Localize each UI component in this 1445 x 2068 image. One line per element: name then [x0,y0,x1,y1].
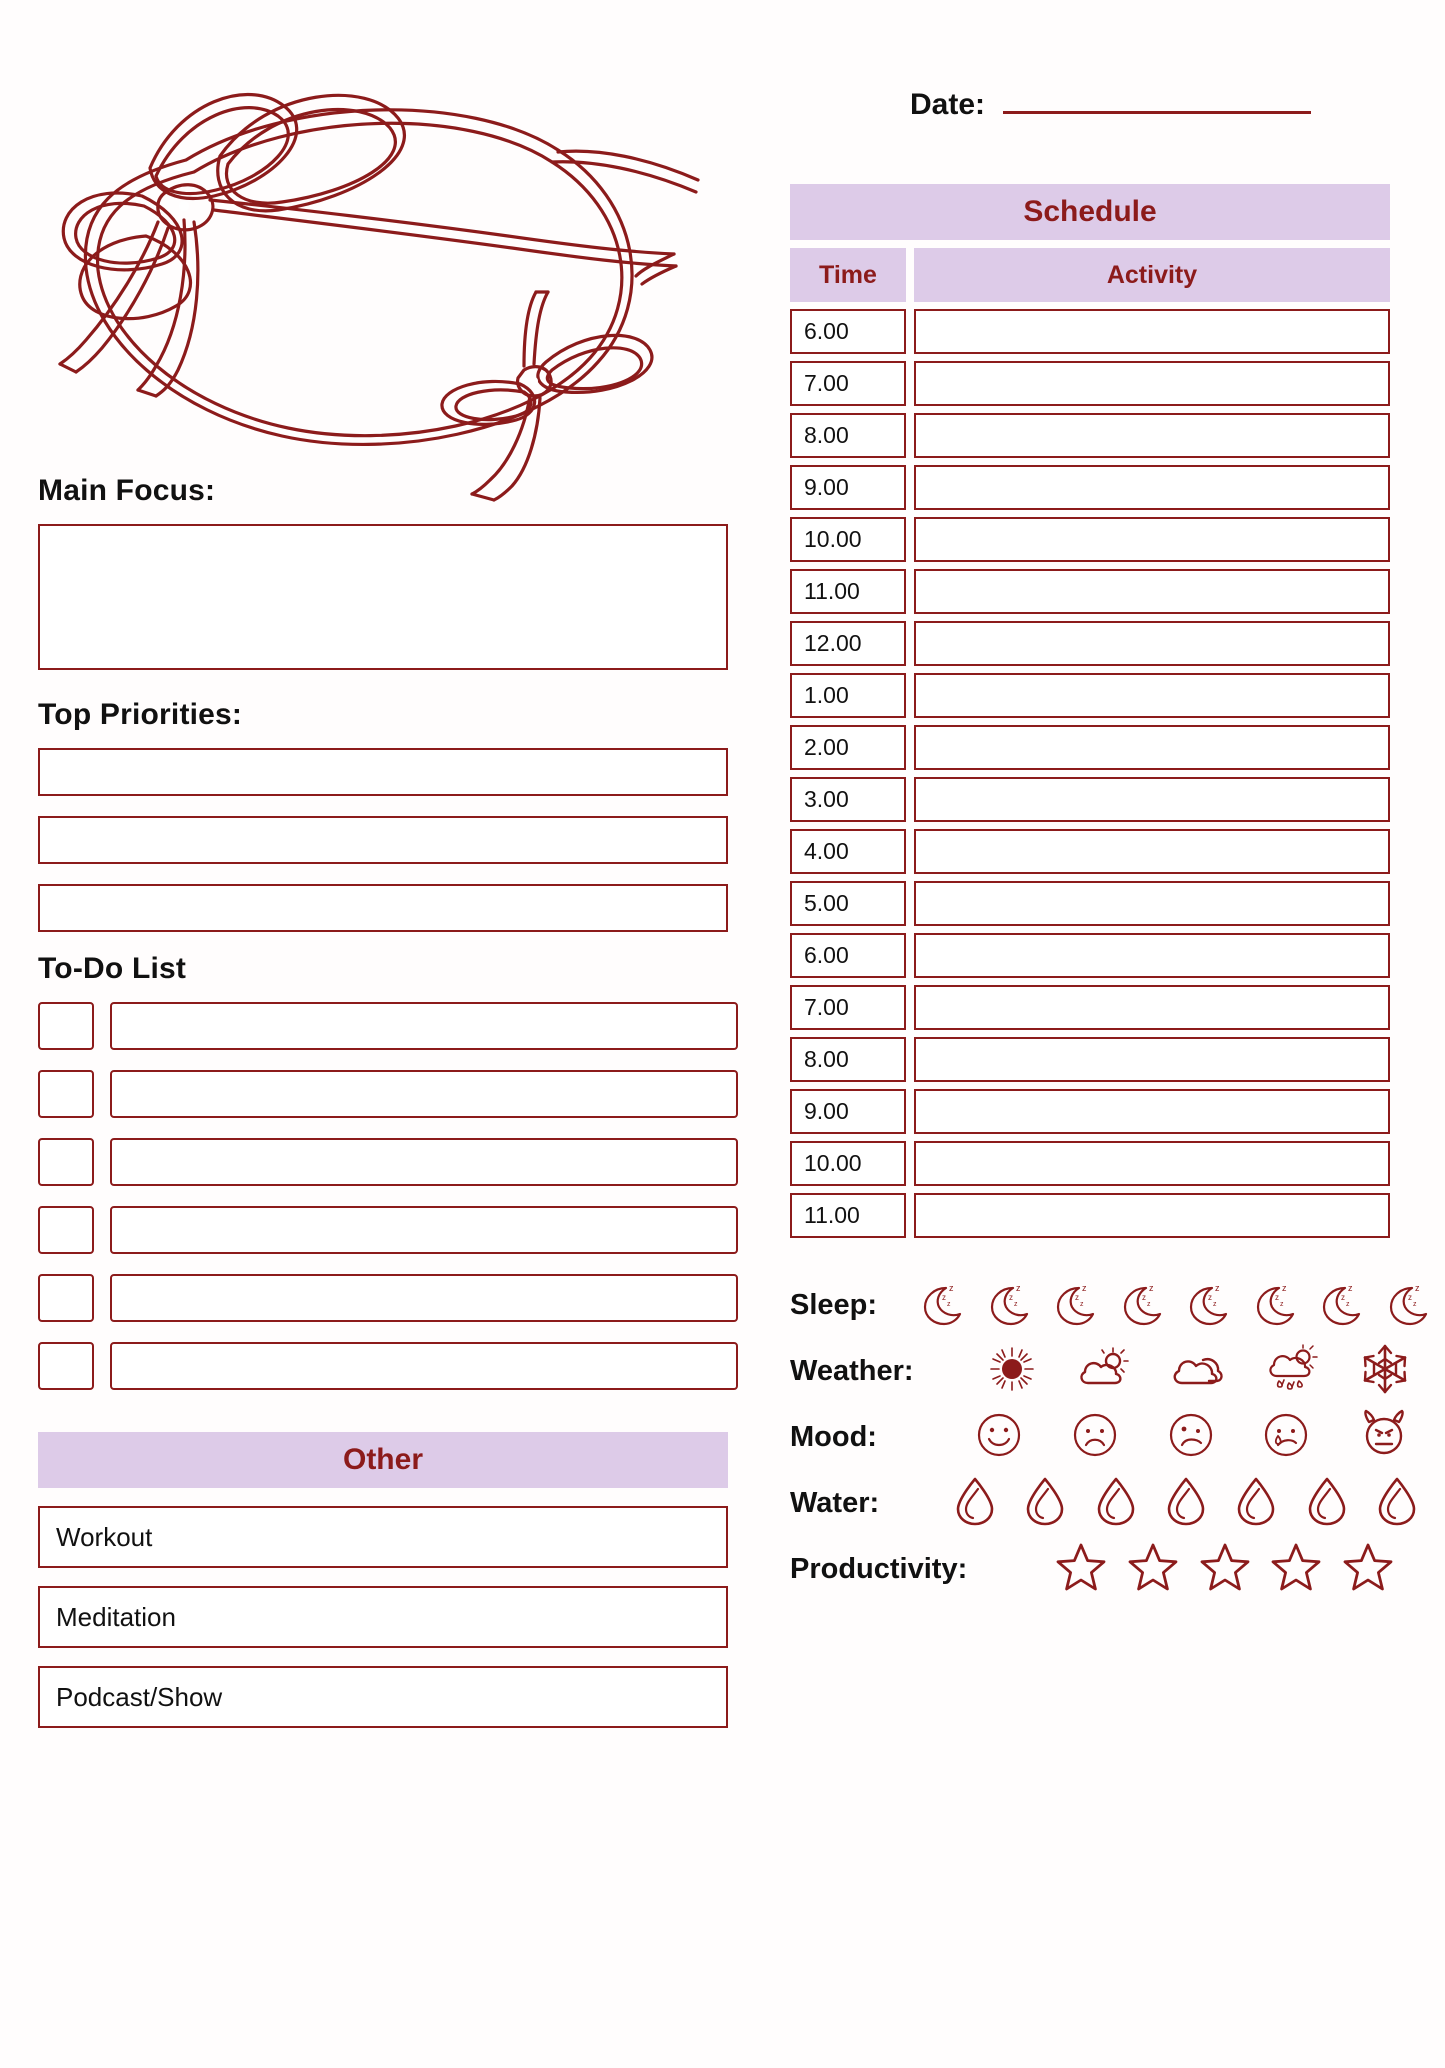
schedule-header-row [790,248,1390,302]
star-outline-icon[interactable] [1342,1541,1394,1598]
schedule-activity-input[interactable] [914,1141,1390,1186]
crescent-moon-zzz-icon[interactable] [1116,1279,1164,1332]
schedule-activity-input[interactable] [914,1089,1390,1134]
svg-text:z: z [1008,1292,1013,1302]
schedule-row [790,1037,1390,1082]
schedule-row [790,621,1390,666]
svg-text:z: z [1082,1282,1087,1293]
partly-cloudy-icon[interactable] [1076,1343,1132,1400]
todo-input[interactable] [110,1206,738,1254]
schedule-time-cell: 1.00 [790,673,906,718]
svg-text:z: z [1208,1292,1213,1302]
svg-text:z: z [1215,1282,1220,1293]
water-drop-icon[interactable] [1304,1475,1350,1532]
schedule-row [790,933,1390,978]
schedule-activity-input[interactable] [914,569,1390,614]
schedule-activity-input[interactable] [914,517,1390,562]
svg-text:z: z [942,1292,946,1302]
schedule-row [790,413,1390,458]
svg-text:z: z [1412,1300,1417,1308]
face-angry-devil-icon[interactable] [1356,1407,1412,1468]
schedule-time-cell: 10.00 [790,517,906,562]
svg-text:z: z [1013,1300,1018,1308]
priority-input-3[interactable] [38,884,728,932]
crescent-moon-zzz-icon[interactable] [1315,1279,1363,1332]
other-item-label: Meditation [56,1601,176,1632]
todo-checkbox[interactable] [38,1342,94,1390]
crescent-moon-zzz-icon[interactable] [916,1279,964,1332]
cloudy-icon[interactable] [1169,1343,1227,1400]
weather-tracker-row [790,1338,1430,1404]
todo-row [38,1138,738,1186]
crescent-moon-zzz-icon[interactable] [1249,1279,1297,1332]
schedule-activity-input[interactable] [914,1193,1390,1238]
schedule-time-cell: 2.00 [790,725,906,770]
productivity-label: Productivity: [790,1552,968,1585]
crescent-moon-zzz-icon[interactable] [1049,1279,1097,1332]
star-outline-icon[interactable] [1127,1541,1179,1598]
crescent-moon-zzz-icon[interactable] [1182,1279,1230,1332]
face-sad-icon[interactable] [1069,1409,1121,1466]
schedule-row [790,361,1390,406]
priority-input-2[interactable] [38,816,728,864]
schedule-row [790,465,1390,510]
schedule-time-cell: 12.00 [790,621,906,666]
face-crying-icon[interactable] [1260,1409,1312,1466]
other-item-label: Workout [56,1521,153,1552]
todo-row [38,1206,738,1254]
star-outline-icon[interactable] [1270,1541,1322,1598]
face-frown-icon[interactable] [1165,1409,1217,1466]
top-priorities-section [38,698,738,932]
rain-cloud-sun-icon[interactable] [1265,1341,1321,1402]
water-icon-list [930,1475,1430,1532]
todo-checkbox[interactable] [38,1138,94,1186]
right-column [790,88,1420,1602]
svg-text:z: z [1414,1282,1420,1293]
schedule-row [790,985,1390,1030]
schedule-time-cell: 11.00 [790,569,906,614]
schedule-activity-input[interactable] [914,673,1390,718]
schedule-row [790,1193,1390,1238]
schedule-row [790,517,1390,562]
svg-text:z: z [947,1300,951,1308]
schedule-activity-input[interactable] [914,361,1390,406]
svg-text:z: z [1141,1292,1146,1302]
schedule-row [790,673,1390,718]
svg-text:z: z [949,1282,954,1293]
schedule-col-activity-header: Activity [914,248,1390,302]
main-focus-input[interactable] [38,524,728,670]
schedule-activity-input[interactable] [914,725,1390,770]
schedule-col-time-header: Time [790,248,906,302]
schedule-activity-input[interactable] [914,829,1390,874]
svg-text:z: z [1346,1300,1350,1308]
svg-text:z: z [1080,1300,1084,1308]
water-drop-icon[interactable] [1374,1475,1420,1532]
todo-input[interactable] [110,1070,738,1118]
sun-icon[interactable] [986,1343,1038,1400]
other-banner [38,1432,728,1488]
todo-checkbox[interactable] [38,1002,94,1050]
todo-checkbox[interactable] [38,1274,94,1322]
schedule-activity-input[interactable] [914,985,1390,1030]
schedule-title: Schedule [1023,195,1157,228]
water-drop-icon[interactable] [1233,1475,1279,1532]
schedule-time-cell: 10.00 [790,1141,906,1186]
todo-section [38,952,738,1390]
svg-text:z: z [1213,1300,1217,1308]
schedule-row [790,1089,1390,1134]
other-item-workout[interactable] [38,1506,728,1568]
schedule-time-cell: 9.00 [790,1089,906,1134]
schedule-title-bar [790,184,1390,240]
mood-icon-list [925,1407,1430,1468]
todo-row [38,1002,738,1050]
schedule-row [790,1141,1390,1186]
date-input[interactable] [1003,92,1311,114]
top-priorities-label: Top Priorities: [38,698,243,731]
water-drop-icon[interactable] [952,1475,998,1532]
svg-text:z: z [1348,1282,1353,1293]
other-section [38,1432,738,1728]
ribbon-bow-oval-frame [38,40,738,520]
schedule-row [790,725,1390,770]
water-drop-icon[interactable] [1022,1475,1068,1532]
todo-input[interactable] [110,1274,738,1322]
sleep-icon-list [908,1279,1430,1332]
date-field-row [790,88,1410,122]
crescent-moon-zzz-icon[interactable] [1382,1279,1430,1332]
snowflake-icon[interactable] [1358,1342,1412,1401]
svg-text:z: z [1407,1292,1412,1302]
priority-input-1[interactable] [38,748,728,796]
star-outline-icon[interactable] [1055,1541,1107,1598]
svg-text:z: z [1075,1292,1080,1302]
tracker-section [790,1272,1430,1602]
productivity-icon-list [995,1541,1430,1598]
svg-text:z: z [1341,1292,1346,1302]
schedule-row [790,881,1390,926]
schedule-activity-input[interactable] [914,881,1390,926]
todo-input[interactable] [110,1002,738,1050]
svg-text:z: z [1148,1282,1154,1293]
schedule-rows [790,309,1410,1238]
todo-row [38,1070,738,1118]
productivity-tracker-row [790,1536,1430,1602]
schedule-activity-input[interactable] [914,777,1390,822]
schedule-activity-input[interactable] [914,465,1390,510]
schedule-activity-input[interactable] [914,1037,1390,1082]
main-focus-label: Main Focus: [38,474,216,507]
other-item-podcast-show[interactable] [38,1666,728,1728]
schedule-time-cell: 7.00 [790,361,906,406]
todo-input[interactable] [110,1342,738,1390]
face-happy-icon[interactable] [973,1409,1025,1466]
todo-input[interactable] [110,1138,738,1186]
todo-checkbox[interactable] [38,1070,94,1118]
schedule-table [790,184,1410,1238]
crescent-moon-zzz-icon[interactable] [983,1279,1031,1332]
other-banner-label: Other [342,1443,423,1476]
svg-text:z: z [1279,1300,1284,1308]
todo-list-label: To-Do List [38,952,187,985]
svg-text:z: z [1274,1292,1279,1302]
water-label: Water: [790,1486,880,1519]
schedule-row [790,569,1390,614]
weather-icon-list [950,1341,1430,1402]
mood-label: Mood: [790,1420,877,1453]
schedule-time-cell: 8.00 [790,1037,906,1082]
water-drop-icon[interactable] [1163,1475,1209,1532]
schedule-activity-input[interactable] [914,413,1390,458]
water-tracker-row [790,1470,1430,1536]
schedule-activity-input[interactable] [914,309,1390,354]
schedule-row [790,777,1390,822]
sleep-tracker-row [790,1272,1430,1338]
schedule-time-cell: 11.00 [790,1193,906,1238]
mood-tracker-row [790,1404,1430,1470]
svg-text:z: z [1015,1282,1021,1293]
date-label: Date: [910,88,986,121]
schedule-time-cell: 5.00 [790,881,906,926]
weather-label: Weather: [790,1354,914,1387]
svg-text:z: z [1146,1300,1151,1308]
schedule-activity-input[interactable] [914,933,1390,978]
svg-text:z: z [1281,1282,1287,1293]
other-item-label: Podcast/Show [56,1681,223,1712]
todo-row [38,1342,738,1390]
schedule-time-cell: 4.00 [790,829,906,874]
star-outline-icon[interactable] [1199,1541,1251,1598]
schedule-time-cell: 7.00 [790,985,906,1030]
schedule-time-cell: 3.00 [790,777,906,822]
other-item-meditation[interactable] [38,1586,728,1648]
schedule-row [790,309,1390,354]
schedule-time-cell: 6.00 [790,933,906,978]
schedule-time-cell: 8.00 [790,413,906,458]
sleep-label: Sleep: [790,1288,878,1321]
schedule-row [790,829,1390,874]
schedule-time-cell: 6.00 [790,309,906,354]
schedule-time-cell: 9.00 [790,465,906,510]
schedule-activity-input[interactable] [914,621,1390,666]
todo-row [38,1274,738,1322]
water-drop-icon[interactable] [1093,1475,1139,1532]
left-column [38,40,738,1728]
todo-checkbox[interactable] [38,1206,94,1254]
